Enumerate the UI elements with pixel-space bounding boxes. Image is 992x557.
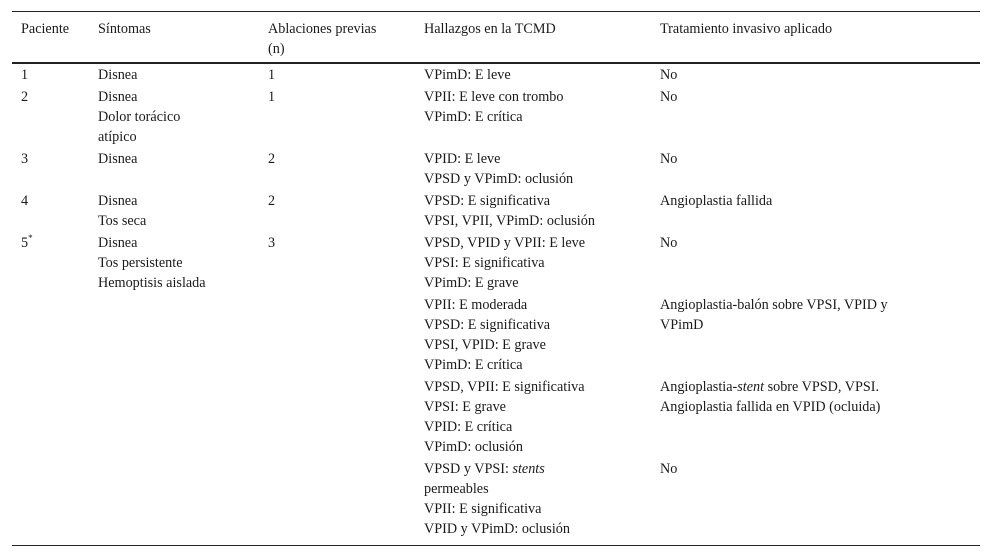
symptom-line: Hemoptisis aislada — [98, 275, 206, 291]
row1-patient: 1 — [21, 67, 29, 83]
row4-ablations: 2 — [268, 193, 276, 209]
finding-line: VPimD: E crítica — [424, 109, 523, 125]
finding-text: VPSD y VPSI: — [424, 461, 513, 477]
row3-symptoms: Disnea — [98, 151, 138, 167]
row4-treatment: Angioplastia fallida — [660, 193, 773, 209]
row5-symptoms — [98, 233, 206, 293]
finding-line: VPII: E moderada — [424, 297, 528, 313]
treatment-text: sobre VPSD, VPSI. — [764, 379, 880, 395]
finding-line: VPSD y VPimD: oclusión — [424, 171, 574, 187]
finding-line: VPSI: E grave — [424, 399, 506, 415]
table-top-rule — [12, 11, 980, 12]
finding-italic: stents — [512, 461, 545, 477]
finding-line: VPSD: E significativa — [424, 193, 551, 209]
finding-line: VPID: E crítica — [424, 419, 513, 435]
finding-line: VPSD, VPII: E significativa — [424, 379, 585, 395]
row4-patient: 4 — [21, 193, 29, 209]
header-ablations — [268, 19, 376, 59]
finding-line: VPID y VPimD: oclusión — [424, 521, 570, 537]
header-treatment: Tratamiento invasivo aplicado — [660, 21, 833, 37]
row1-symptoms: Disnea — [98, 67, 138, 83]
row5-findings-block1 — [424, 233, 585, 293]
row1-findings: VPimD: E leve — [424, 67, 511, 83]
finding-line: VPSD: E significativa — [424, 317, 551, 333]
row2-patient: 2 — [21, 89, 29, 105]
finding-line: VPSI, VPID: E grave — [424, 337, 546, 353]
finding-line: permeables — [424, 481, 489, 497]
row5-ablations: 3 — [268, 235, 276, 251]
table-bottom-rule — [12, 545, 980, 546]
row3-findings — [424, 149, 573, 189]
symptom-line: Dolor torácico — [98, 109, 181, 125]
row3-patient: 3 — [21, 151, 29, 167]
header-ablations-line: (n) — [268, 41, 285, 57]
finding-line: VPimD: E crítica — [424, 357, 523, 373]
row2-findings — [424, 87, 563, 127]
treatment-line: Angioplastia-balón sobre VPSI, VPID y — [660, 297, 888, 313]
treatment-italic: stent — [737, 379, 765, 395]
row4-symptoms — [98, 191, 146, 231]
finding-line: VPSI, VPII, VPimD: oclusión — [424, 213, 595, 229]
row2-symptoms — [98, 87, 180, 147]
symptom-line: Tos seca — [98, 213, 147, 229]
row5-findings-block4 — [424, 459, 570, 539]
header-patient: Paciente — [21, 21, 70, 37]
row5-findings-block2 — [424, 295, 550, 375]
symptom-line: Disnea — [98, 193, 138, 209]
row3-treatment: No — [660, 151, 678, 167]
finding-line: VPimD: E grave — [424, 275, 519, 291]
finding-line: VPII: E significativa — [424, 501, 542, 517]
symptom-line: Disnea — [98, 89, 138, 105]
row5-treatment-block4: No — [660, 461, 678, 477]
row5-patient — [21, 233, 33, 253]
row5-treatment-block3 — [660, 377, 880, 417]
finding-line: VPSD, VPID y VPII: E leve — [424, 235, 586, 251]
treatment-line: VPimD — [660, 317, 704, 333]
header-symptoms: Síntomas — [98, 21, 151, 37]
header-findings: Hallazgos en la TCMD — [424, 21, 556, 37]
treatment-line — [660, 377, 880, 397]
row5-findings-block3 — [424, 377, 585, 457]
symptom-line: atípico — [98, 129, 137, 145]
finding-line: VPID: E leve — [424, 151, 501, 167]
finding-line — [424, 459, 570, 479]
symptom-line: Tos persistente — [98, 255, 183, 271]
finding-line: VPimD: oclusión — [424, 439, 523, 455]
row5-treatment-block1: No — [660, 235, 678, 251]
row4-findings — [424, 191, 595, 231]
row3-ablations: 2 — [268, 151, 276, 167]
treatment-line: Angioplastia fallida en VPID (ocluida) — [660, 399, 881, 415]
row5-treatment-block2 — [660, 295, 888, 335]
row2-treatment: No — [660, 89, 678, 105]
row2-ablations: 1 — [268, 89, 276, 105]
finding-line: VPSI: E significativa — [424, 255, 545, 271]
finding-line: VPII: E leve con trombo — [424, 89, 564, 105]
header-rule — [12, 62, 980, 64]
footnote-mark: * — [28, 233, 33, 243]
patient-number: 5 — [21, 235, 29, 251]
treatment-text: Angioplastia- — [660, 379, 738, 395]
header-ablations-line: Ablaciones previas — [268, 21, 377, 37]
row1-treatment: No — [660, 67, 678, 83]
row1-ablations: 1 — [268, 67, 276, 83]
symptom-line: Disnea — [98, 235, 138, 251]
